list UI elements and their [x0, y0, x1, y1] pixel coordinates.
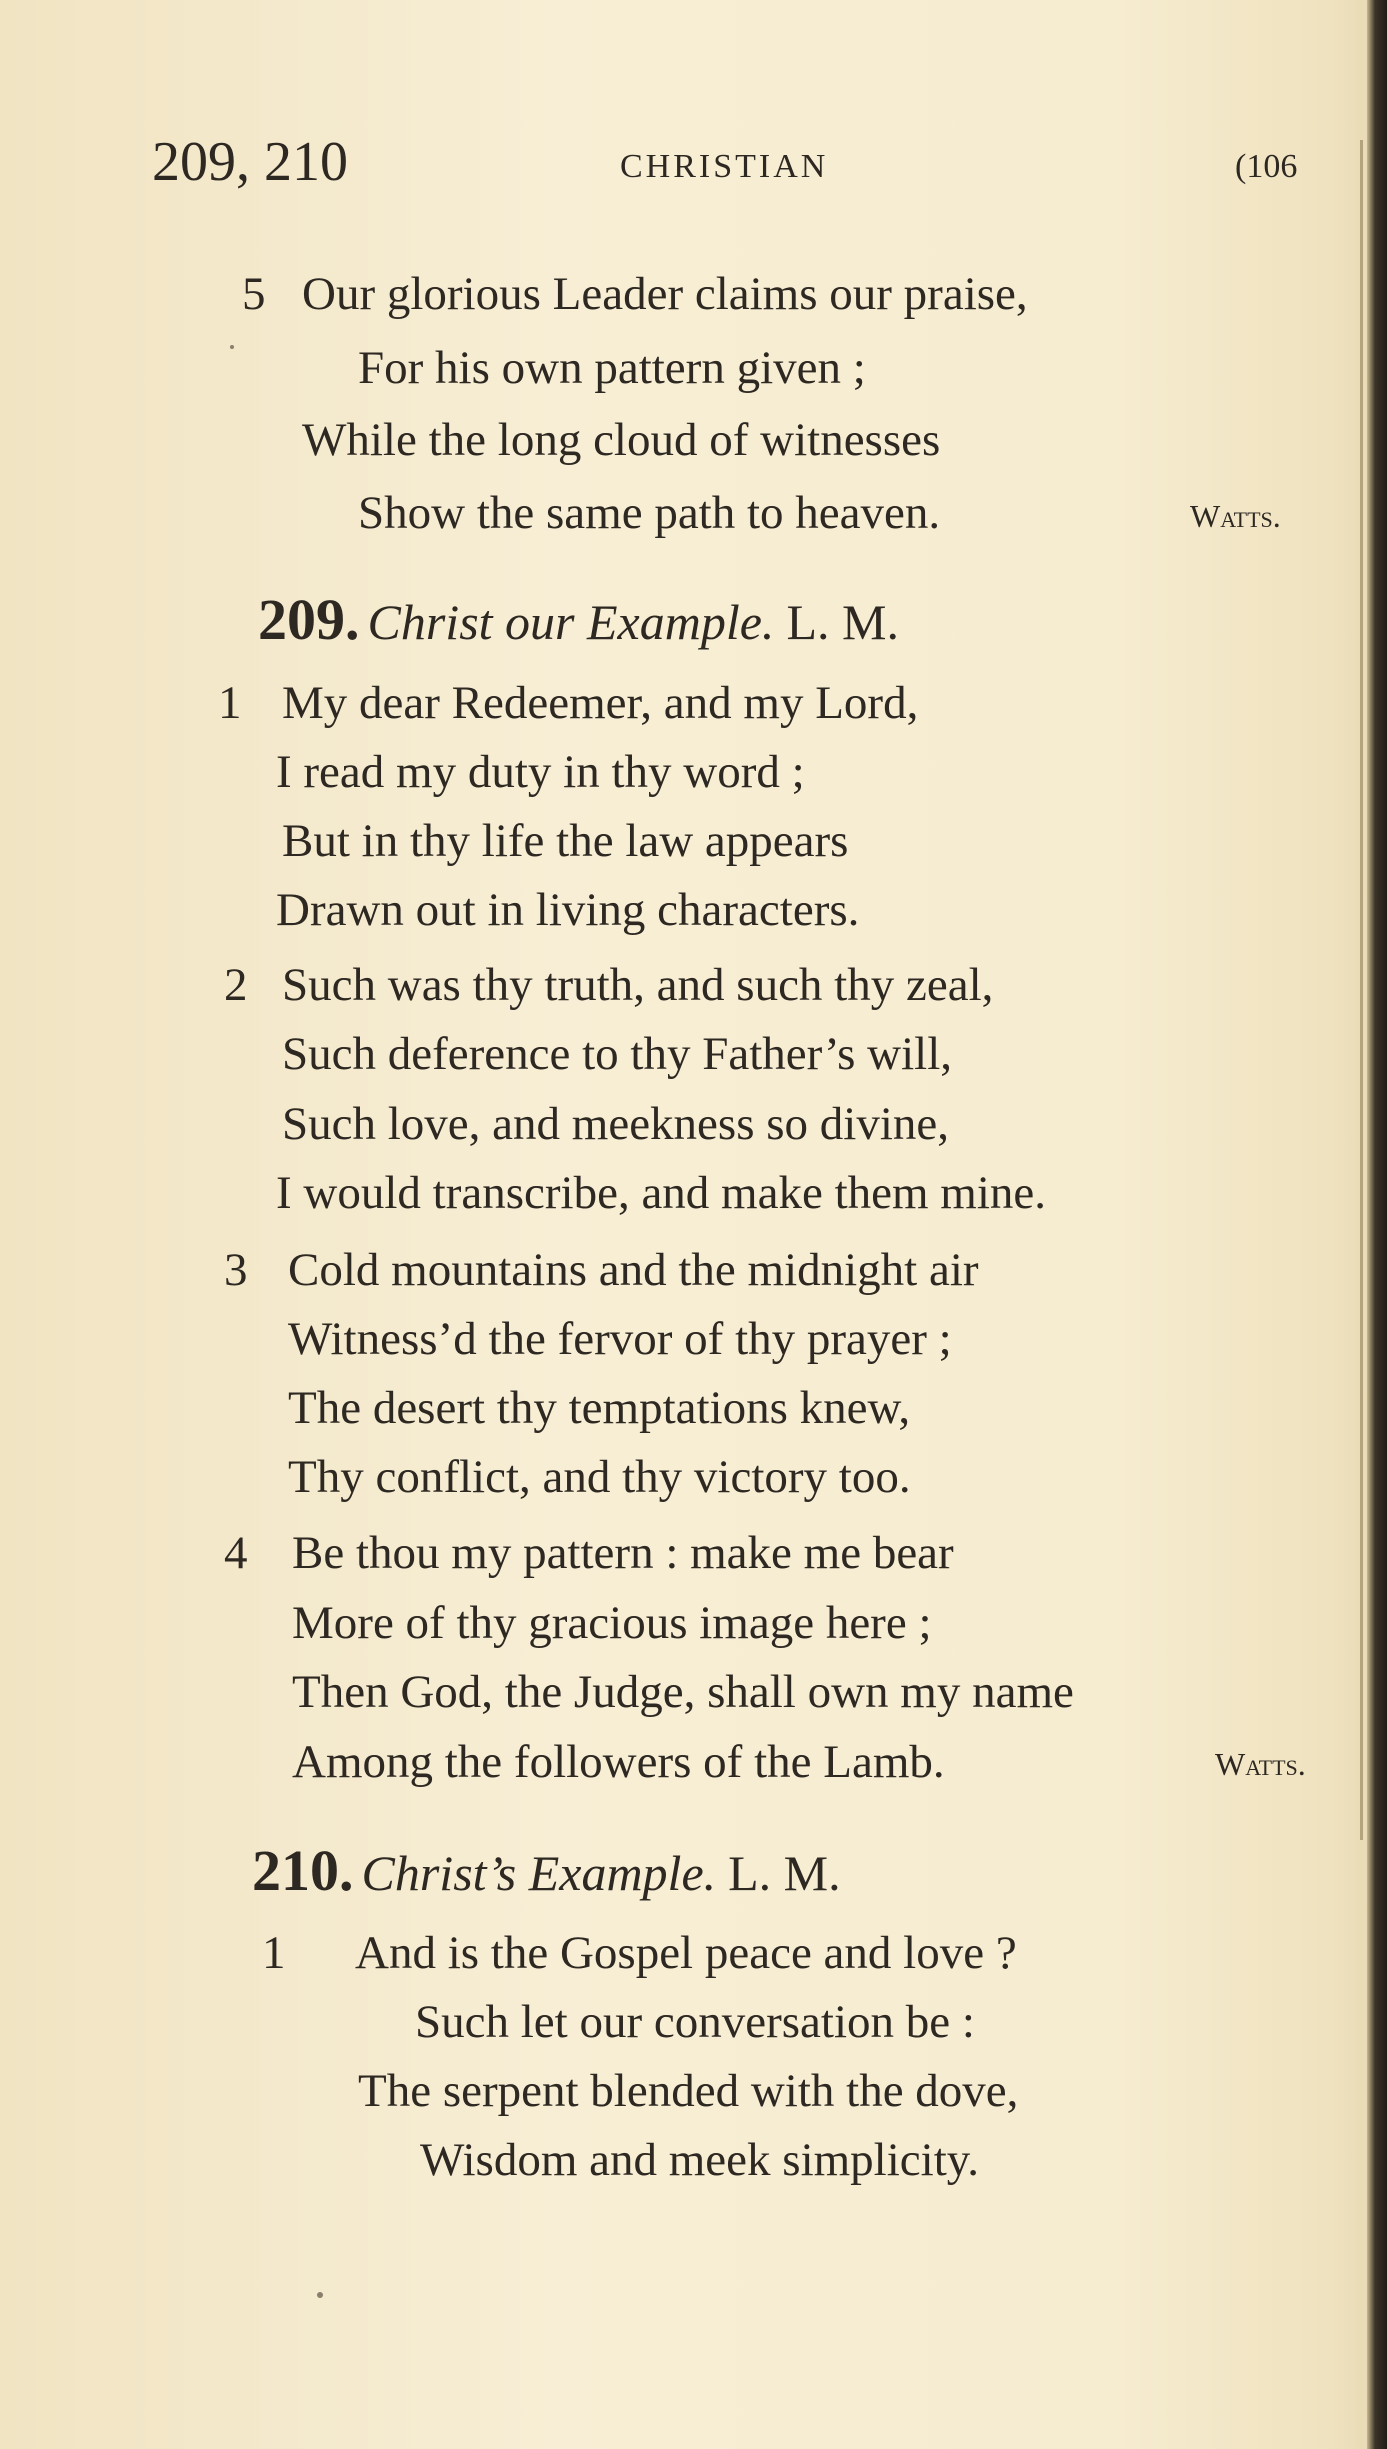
- verse-line: Witness’d the fervor of thy prayer ;: [288, 1313, 952, 1365]
- hymn-meter: L. M.: [728, 1845, 841, 1901]
- hymn-209-heading: [258, 586, 899, 653]
- header-page-number: (106: [1235, 148, 1298, 185]
- verse-line: Such love, and meekness so divine,: [282, 1098, 950, 1150]
- author-attribution: Watts.: [1190, 498, 1281, 534]
- hymn-210-heading: [252, 1837, 841, 1904]
- verse-line: I would transcribe, and make them mine.: [276, 1167, 1047, 1219]
- hymn-number: 209.: [258, 587, 360, 652]
- verse-line: Such deference to thy Father’s will,: [282, 1028, 953, 1080]
- verse-line: Among the followers of the Lamb.: [292, 1736, 945, 1788]
- verse-line: And is the Gospel peace and love ?: [355, 1927, 1017, 1979]
- hymn-title: Christ our Example.: [367, 594, 775, 650]
- verse-line: My dear Redeemer, and my Lord,: [282, 677, 919, 729]
- page-edge-shadow: [1367, 0, 1387, 2449]
- verse-number: 1: [262, 1927, 286, 1979]
- paper-speck: [230, 345, 234, 349]
- verse-line: While the long cloud of witnesses: [302, 414, 941, 466]
- verse-line: Be thou my pattern : make me bear: [292, 1527, 954, 1579]
- header-section-title: CHRISTIAN: [620, 148, 829, 185]
- verse-line: For his own pattern given ;: [358, 342, 866, 394]
- hymn-title: Christ’s Example.: [361, 1845, 717, 1901]
- verse-line: Such let our conversation be :: [415, 1996, 975, 2048]
- verse-line: The serpent blended with the dove,: [358, 2065, 1019, 2117]
- hymn-meter: L. M.: [786, 594, 899, 650]
- paper-speck: [317, 2292, 323, 2298]
- verse-line: Wisdom and meek simplicity.: [420, 2134, 979, 2186]
- verse-number: 3: [224, 1244, 248, 1296]
- verse-number: 5: [242, 268, 266, 320]
- page-edge-line: [1360, 140, 1363, 1840]
- verse-line: Show the same path to heaven.: [358, 487, 941, 539]
- verse-number: 4: [224, 1527, 248, 1579]
- verse-line: But in thy life the law appears: [282, 815, 849, 867]
- verse-line: Then God, the Judge, shall own my name: [292, 1666, 1074, 1718]
- verse-line: Our glorious Leader claims our praise,: [302, 268, 1028, 320]
- author-attribution: Watts.: [1215, 1746, 1306, 1782]
- verse-line: Drawn out in living characters.: [276, 884, 860, 936]
- verse-line: Cold mountains and the midnight air: [288, 1244, 979, 1296]
- verse-line: More of thy gracious image here ;: [292, 1597, 932, 1649]
- running-header: [0, 130, 1387, 200]
- hymn-number: 210.: [252, 1838, 354, 1903]
- verse-line: Thy conflict, and thy victory too.: [288, 1451, 911, 1503]
- verse-line: The desert thy temptations knew,: [288, 1382, 911, 1434]
- verse-line: Such was thy truth, and such thy zeal,: [282, 959, 994, 1011]
- verse-number: 2: [224, 959, 248, 1011]
- verse-number: 1: [218, 677, 242, 729]
- verse-line: I read my duty in thy word ;: [276, 746, 805, 798]
- header-hymn-numbers: 209, 210: [152, 131, 348, 193]
